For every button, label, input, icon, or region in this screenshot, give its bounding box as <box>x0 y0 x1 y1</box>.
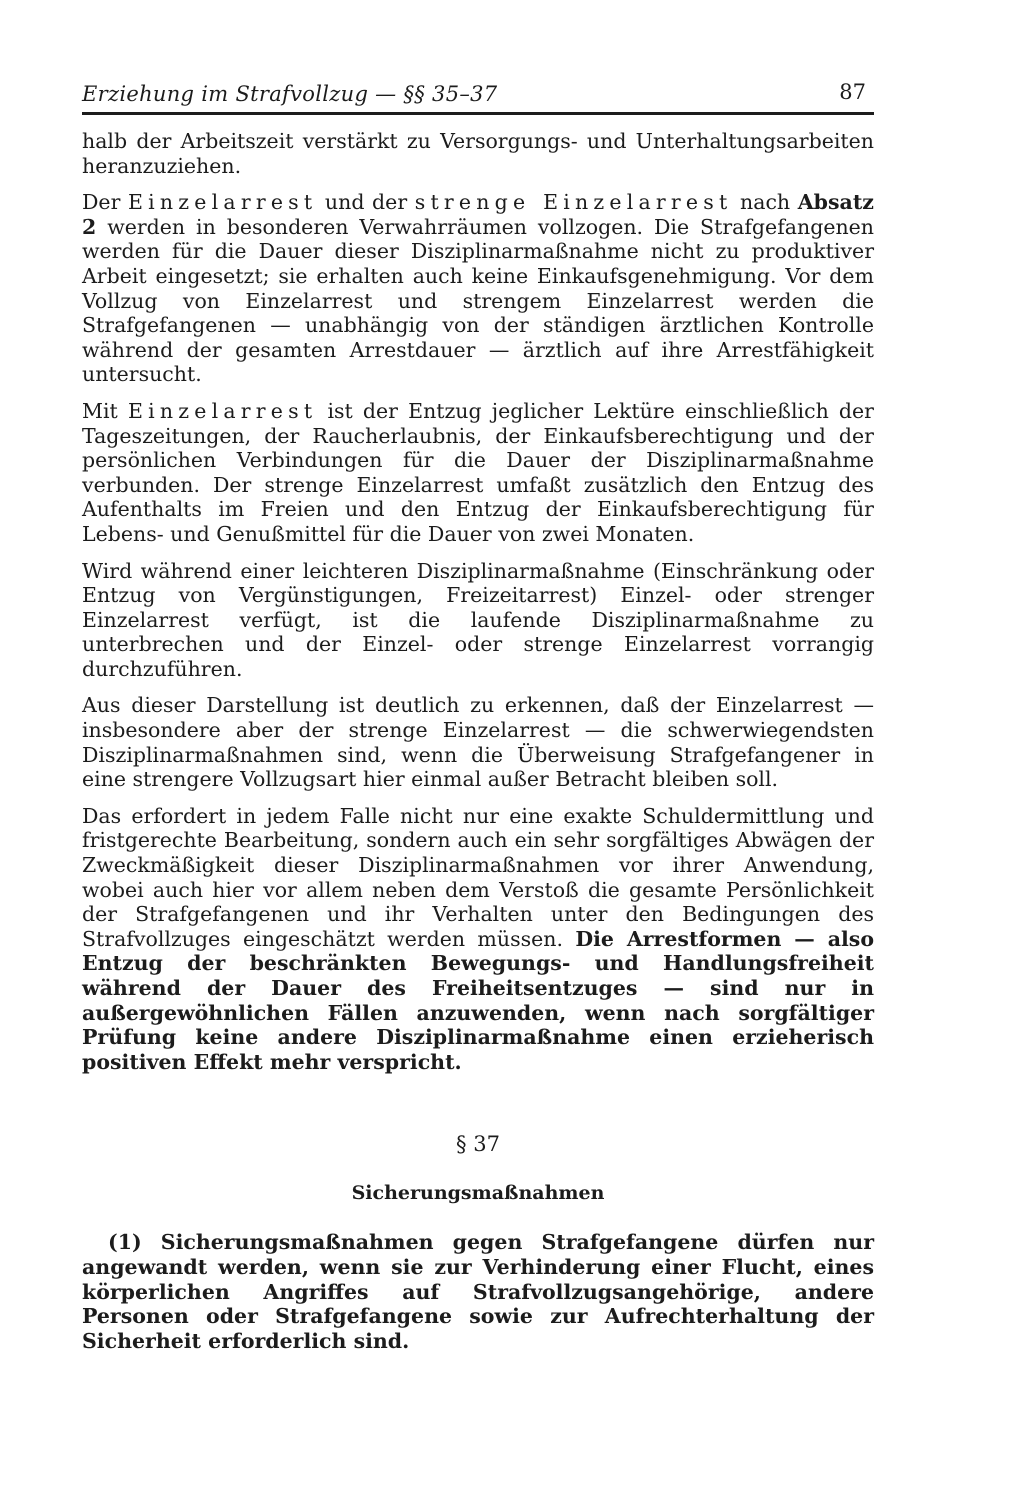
paragraph-3 <box>82 399 874 547</box>
paragraph-2-text-b: und der <box>324 190 408 215</box>
bold-term-absatz: Absatz 2 <box>82 190 874 239</box>
paragraph-3-text-a: Mit <box>82 398 118 423</box>
section-number: § 37 <box>456 1132 500 1157</box>
paragraph-6-text-a: Das erfordert in jedem Falle nicht nur eine exakte Schuldermittlung und fristgerechte Bearbeitung, sondern auch ein sehr sorgfältiges Abwägen der Zweckmäßigkeit dieser Disziplinarmaßnahmen vor ihrer Anwendung, wobei auch hier vor allem neben dem Verstoß die gesamte Persönlichkeit der Strafgefangenen und ihr Verhalten unter den Bedingungen des Strafvollzuges eingeschätzt werden müssen. <box>82 803 874 951</box>
body-text <box>82 129 874 1074</box>
spaced-term-strenge-einzelarrest: strenge Einzelarrest <box>414 190 733 215</box>
paragraph-2-text-c: nach <box>740 190 791 215</box>
paragraph-6-bold-text: Die Arrestformen — also Entzug der beschränkten Bewegungs- und Handlungsfreiheit während der Dauer des Freiheitsentzuges — sind nur in außergewöhnlichen Fällen anzuwenden, wenn nach sorgfältiger Prüfung keine andere Disziplinarmaßnahme einen erzieherisch positiven Effekt mehr verspricht. <box>82 926 875 1074</box>
section-heading: Sicherungsmaßnahmen <box>351 1182 605 1205</box>
paragraph-5: Aus dieser Darstellung ist deutlich zu erkennen, daß der Einzelarrest — insbesondere aber der strenge Einzelarrest — die schwerwiegendsten Disziplinarmaßnahmen sind, wenn die Überweisung Strafgefangener in eine strengere Vollzugsart hier einmal außer Betracht bleiben soll. <box>82 693 874 792</box>
paragraph-3-text-b: ist der Entzug jeglicher Lektüre einschließlich der Tageszeitungen, der Raucherlaubnis, der Einkaufsberechtigung und der persönlichen Verbindungen für die Dauer der Disziplinarmaßnahme verbunden. Der strenge Einzelarrest umfaßt zusätzlich den Entzug des Aufenthalts im Freien und den Entzug der Einkaufsberechtigung für Lebens- und Genußmittel für die Dauer von zwei Monaten. <box>82 398 874 546</box>
paragraph-6 <box>82 804 874 1075</box>
page-number: 87 <box>839 80 866 104</box>
paragraph-1: halb der Arbeitszeit verstärkt zu Versorgungs- und Unterhaltungsarbeiten heranzuziehen. <box>82 129 874 178</box>
paragraph-2 <box>82 190 874 387</box>
provision-1: (1) Sicherungsmaßnahmen gegen Strafgefangene dürfen nur angewandt werden, wenn sie zur Verhinderung einer Flucht, eines körperlichen Angriffes auf Strafvollzugsangehörige, andere Personen oder Strafgefangene sowie zur Aufrechterhaltung der Sicherheit erforderlich sind. <box>82 1230 874 1353</box>
paragraph-4: Wird während einer leichteren Disziplinarmaßnahme (Einschränkung oder Entzug von Vergünstigungen, Freizeitarrest) Einzel- oder strenger Einzelarrest verfügt, ist die laufende Disziplinarmaßnahme zu unterbrechen und der Einzel- oder strenge Einzelarrest vorrangig durchzuführen. <box>82 558 874 681</box>
book-page <box>82 78 874 1374</box>
spaced-term-einzelarrest-2: Einzelarrest <box>127 398 318 423</box>
running-title: Erziehung im Strafvollzug — §§ 35–37 <box>82 82 498 106</box>
running-header <box>82 78 874 115</box>
paragraph-2-text-d: werden in besonderen Verwahrräumen vollzogen. Die Strafgefangenen werden für die Dauer dieser Disziplinarmaßnahme nicht zu produktiver Arbeit eingesetzt; sie erhalten auch keine Einkaufsgenehmigung. Vor dem Vollzug von Einzelarrest und strengem Einzelarrest werden die Strafgefangenen — unabhängig von der ständigen ärztlichen Kontrolle während der gesamten Arrestdauer — ärztlich auf ihre Arrestfähigkeit untersucht. <box>82 214 874 387</box>
paragraph-2-text-a: Der <box>82 190 121 215</box>
spaced-term-einzelarrest: Einzelarrest <box>127 190 318 215</box>
